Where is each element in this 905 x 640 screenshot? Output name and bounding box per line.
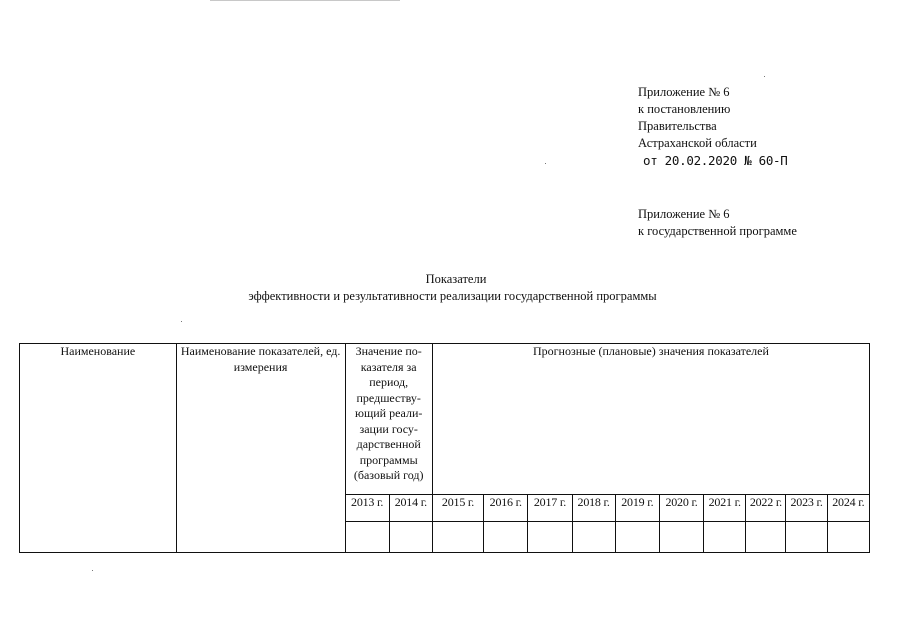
- empty-cell: [528, 522, 572, 553]
- empty-cell: [389, 522, 432, 553]
- header-forecast: Прогнозные (плановые) значения показателей: [432, 344, 869, 495]
- decree-date-number: от 20.02.2020 № 60-П: [643, 153, 788, 168]
- scan-speck: [545, 163, 546, 164]
- appendix-program-block: [638, 206, 797, 240]
- year-cell: 2023 г.: [786, 495, 827, 522]
- scan-speck: [181, 321, 182, 322]
- empty-cell: [827, 522, 869, 553]
- appendix-decree-line: к постановлению: [638, 102, 731, 116]
- empty-cell: [572, 522, 615, 553]
- appendix-program-line: к государственной программе: [638, 224, 797, 238]
- year-cell: 2017 г.: [528, 495, 572, 522]
- year-cell: 2022 г.: [746, 495, 786, 522]
- header-base-period: Значение по-казателя за период, предшеству-ющий реали-зации госу-дарственной программы (базовый год): [345, 344, 432, 495]
- appendix-decree-line: Астраханской области: [638, 136, 757, 150]
- empty-cell: [659, 522, 703, 553]
- empty-cell: [704, 522, 746, 553]
- appendix-decree-block: [638, 84, 788, 169]
- year-cell: 2019 г.: [615, 495, 659, 522]
- appendix-program-line: Приложение № 6: [638, 207, 730, 221]
- scan-artifact-line: [210, 0, 400, 1]
- appendix-decree-line: Приложение № 6: [638, 85, 730, 99]
- header-name: Наименование: [20, 344, 177, 553]
- appendix-decree-line: Правительства: [638, 119, 717, 133]
- empty-cell: [786, 522, 827, 553]
- indicators-table: [19, 343, 870, 553]
- empty-cell: [432, 522, 483, 553]
- year-cell: 2014 г.: [389, 495, 432, 522]
- empty-cell: [345, 522, 389, 553]
- document-title: Показатели: [425, 272, 487, 286]
- year-cell: 2018 г.: [572, 495, 615, 522]
- year-cell: 2021 г.: [704, 495, 746, 522]
- document-subtitle: эффективности и результативности реализации государственной программы: [248, 289, 657, 303]
- year-cell: 2016 г.: [484, 495, 528, 522]
- year-cell: 2020 г.: [659, 495, 703, 522]
- scan-speck: [92, 570, 93, 571]
- table-header-row: [20, 344, 870, 495]
- empty-cell: [484, 522, 528, 553]
- year-cell: 2015 г.: [432, 495, 483, 522]
- year-cell: 2024 г.: [827, 495, 869, 522]
- header-indicator: Наименование показателей, ед. измерения: [176, 344, 345, 553]
- empty-cell: [746, 522, 786, 553]
- year-cell: 2013 г.: [345, 495, 389, 522]
- scan-speck: [764, 76, 765, 77]
- empty-cell: [615, 522, 659, 553]
